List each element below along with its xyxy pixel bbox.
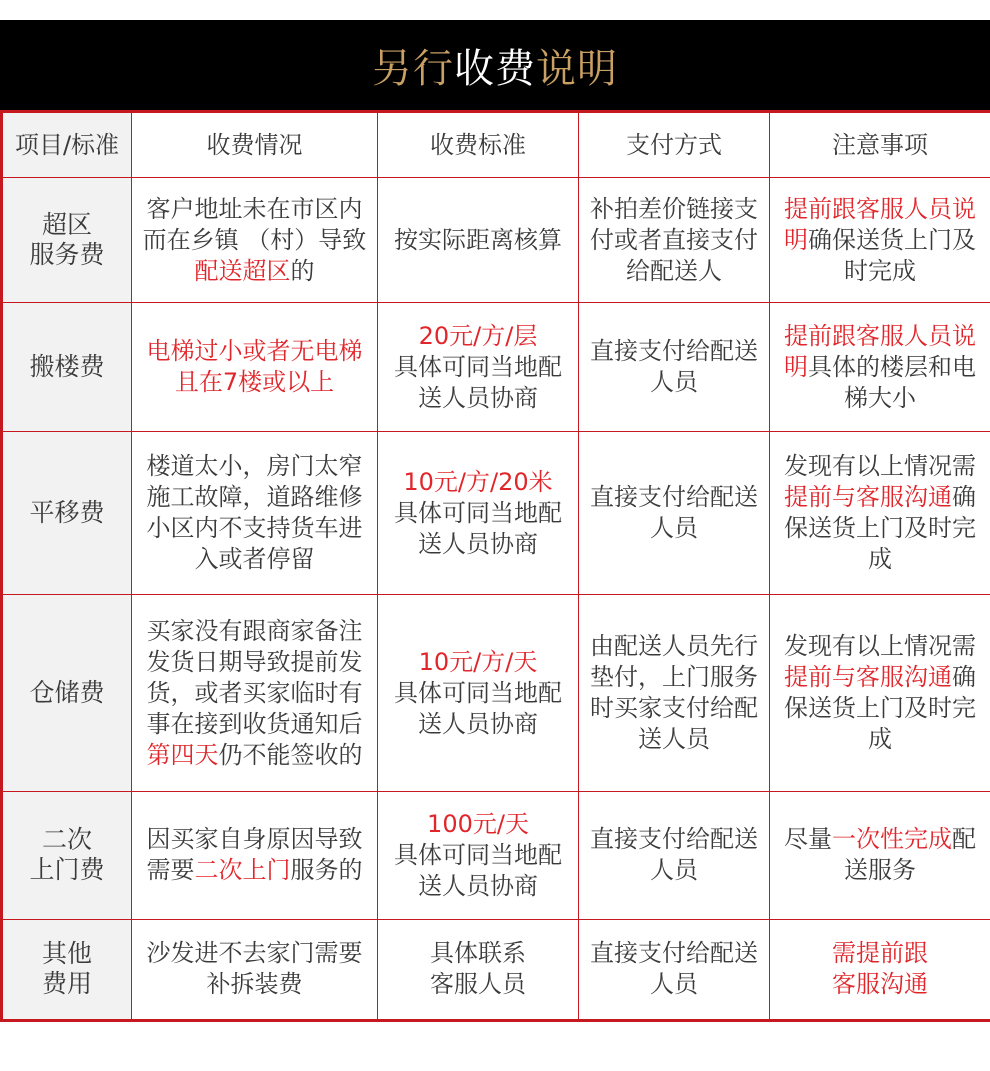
row-standard: 10元/方/天 具体可同当地配送人员协商 <box>378 595 579 791</box>
header-item: 项目/标准 <box>2 112 132 178</box>
title-part-3: 说明 <box>536 45 618 92</box>
row-situation <box>132 303 378 432</box>
highlight-text: 第四天 <box>146 740 219 769</box>
row-payment: 由配送人员先行垫付，上门服务时买家支付给配送人员 <box>579 595 770 791</box>
row-payment: 直接支付给配送人员 <box>579 432 770 595</box>
row-item: 其他 费用 <box>2 919 132 1020</box>
title-banner <box>0 20 990 110</box>
row-notes <box>770 919 990 1020</box>
row-payment: 直接支付给配送人员 <box>579 303 770 432</box>
row-situation: 买家没有跟商家备注发货日期导致提前发货，或者买家临时有事在接到收货通知后第四天仍不能签收的 <box>132 595 378 791</box>
row-standard: 20元/方/层 具体可同当地配送人员协商 <box>378 303 579 432</box>
row-payment: 直接支付给配送人员 <box>579 791 770 919</box>
header-notes: 注意事项 <box>770 112 990 178</box>
table-row <box>2 432 990 595</box>
row-situation: 客户地址未在市区内而在乡镇 （村）导致配送超区的 <box>132 178 378 303</box>
row-notes: 发现有以上情况需提前与客服沟通确保送货上门及时完成 <box>770 595 990 791</box>
row-situation: 因买家自身原因导致需要二次上门服务的 <box>132 791 378 919</box>
highlight-text: 10元/方/天 <box>418 647 538 676</box>
highlight-text: 提前与客服沟通 <box>784 483 952 512</box>
header-payment: 支付方式 <box>579 112 770 178</box>
table-row <box>2 919 990 1020</box>
row-item: 搬楼费 <box>2 303 132 432</box>
highlight-text: 一次性完成 <box>832 825 952 854</box>
header-row <box>2 112 990 178</box>
row-situation: 沙发进不去家门需要补拆装费 <box>132 919 378 1020</box>
row-notes: 尽量一次性完成配送服务 <box>770 791 990 919</box>
row-payment: 直接支付给配送人员 <box>579 919 770 1020</box>
row-item: 仓储费 <box>2 595 132 791</box>
row-item: 超区 服务费 <box>2 178 132 303</box>
highlight-text: 提前跟客服人员说明 <box>784 321 976 381</box>
row-item: 二次 上门费 <box>2 791 132 919</box>
title-part-2: 收费 <box>454 45 536 92</box>
highlight-text: 20元/方/层 <box>418 321 538 350</box>
table-row <box>2 178 990 303</box>
row-standard: 具体联系 客服人员 <box>378 919 579 1020</box>
row-notes: 发现有以上情况需提前与客服沟通确保送货上门及时完成 <box>770 432 990 595</box>
row-standard: 10元/方/20米 具体可同当地配送人员协商 <box>378 432 579 595</box>
highlight-text: 100元/天 <box>427 809 529 838</box>
row-notes: 提前跟客服人员说明具体的楼层和电梯大小 <box>770 303 990 432</box>
page-title <box>372 37 618 94</box>
table-row <box>2 303 990 432</box>
row-situation: 楼道太小，房门太窄施工故障，道路维修小区内不支持货车进入或者停留 <box>132 432 378 595</box>
highlight-text: 提前跟客服人员说明 <box>784 194 976 254</box>
row-item: 平移费 <box>2 432 132 595</box>
title-part-1: 另行 <box>372 45 454 92</box>
highlight-text: 配送超区 <box>194 256 291 285</box>
table-row <box>2 791 990 919</box>
row-standard: 按实际距离核算 <box>378 178 579 303</box>
table-row <box>2 595 990 791</box>
highlight-text: 10元/方/20米 <box>403 467 553 496</box>
header-standard: 收费标准 <box>378 112 579 178</box>
row-payment: 补拍差价链接支付或者直接支付给配送人 <box>579 178 770 303</box>
fee-table <box>0 110 990 1022</box>
highlight-text: 电梯过小或者无电梯且在7楼或以上 <box>146 337 363 397</box>
highlight-text: 需提前跟 客服沟通 <box>832 939 928 999</box>
header-situation: 收费情况 <box>132 112 378 178</box>
highlight-text: 提前与客服沟通 <box>784 663 952 692</box>
row-standard: 100元/天 具体可同当地配送人员协商 <box>378 791 579 919</box>
row-notes: 提前跟客服人员说明确保送货上门及时完成 <box>770 178 990 303</box>
highlight-text: 二次上门 <box>194 856 291 885</box>
